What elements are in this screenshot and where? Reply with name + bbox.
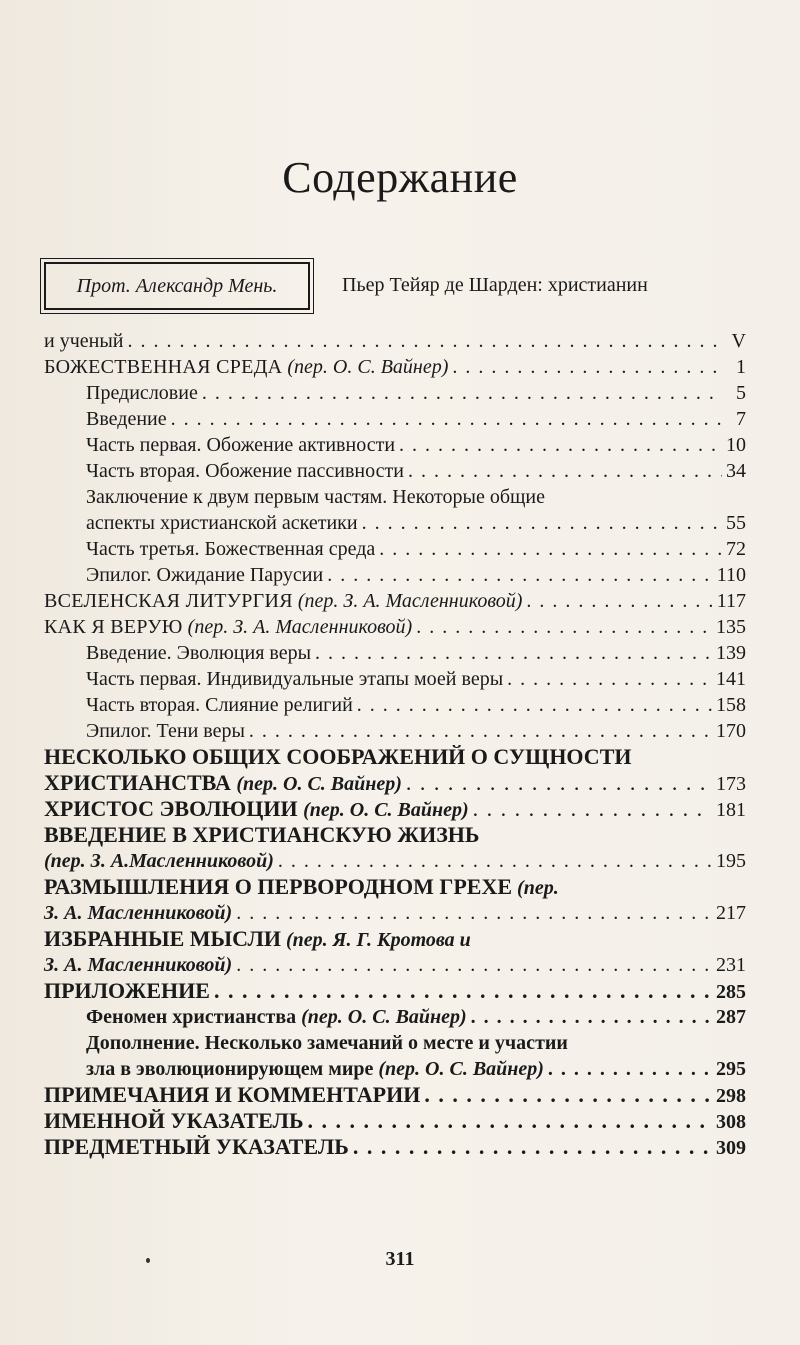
entry-translator: (пер. З. А.Масленниковой) xyxy=(44,850,274,872)
dot-leader xyxy=(315,640,712,666)
entry-translator: З. А. Масленниковой) xyxy=(44,902,233,924)
toc-entry xyxy=(44,328,746,354)
toc-entry xyxy=(44,562,746,588)
dot-leader xyxy=(353,1134,712,1160)
entry-title: ВСЕЛЕНСКАЯ ЛИТУРГИЯ xyxy=(44,590,293,612)
page-title: Содержание xyxy=(282,153,518,202)
entry-translator-line1: (пер. xyxy=(517,877,559,899)
entry-title: зла в эволюционирующем мире xyxy=(86,1058,374,1080)
intro-title-line1: Пьер Тейяр де Шарден: христианин xyxy=(342,274,648,296)
dot-leader xyxy=(416,614,712,640)
page-ref: 298 xyxy=(716,1085,746,1107)
toc-entry xyxy=(44,588,746,614)
toc-entry xyxy=(44,978,746,1004)
dot-leader xyxy=(171,406,722,432)
entry-title: Феномен христианства xyxy=(86,1006,297,1028)
table-of-contents xyxy=(44,328,746,1160)
entry-title: Часть вторая. Слияние религий xyxy=(86,694,353,716)
author-box xyxy=(44,262,310,310)
entry-translator: (пер. З. А. Масленниковой) xyxy=(297,590,523,612)
dot-leader xyxy=(424,1082,712,1108)
dot-leader xyxy=(357,692,712,718)
toc-entry xyxy=(44,1134,746,1160)
entry-title: ПРИЛОЖЕНИЕ xyxy=(44,978,210,1003)
toc-entry xyxy=(44,354,746,380)
author-name: Прот. Александр Мень. xyxy=(76,274,278,297)
entry-translator: (пер. О. С. Вайнер) xyxy=(378,1058,544,1080)
toc-entry xyxy=(44,822,746,874)
toc-entry xyxy=(44,1108,746,1134)
page-ref: 287 xyxy=(716,1006,746,1028)
dot-leader xyxy=(399,432,722,458)
dot-leader xyxy=(214,978,712,1004)
page-ref: 295 xyxy=(716,1058,746,1080)
page-ref: 10 xyxy=(726,434,746,456)
page-ref: 139 xyxy=(716,642,746,664)
dot-leader xyxy=(127,328,722,354)
page-ref: 231 xyxy=(716,954,746,976)
dot-leader xyxy=(249,718,712,744)
page-ref: 195 xyxy=(716,850,746,872)
toc-entry xyxy=(44,432,746,458)
entry-title: БОЖЕСТВЕННАЯ СРЕДА xyxy=(44,356,283,378)
entry-title: КАК Я ВЕРУЮ xyxy=(44,616,183,638)
page-number: 311 xyxy=(385,1248,415,1270)
toc-entry xyxy=(44,1004,746,1030)
page-ref: 170 xyxy=(716,720,746,742)
dot-leader xyxy=(406,770,712,796)
entry-title: аспекты христианской аскетики xyxy=(86,512,358,534)
toc-entry xyxy=(44,458,746,484)
entry-title: Часть третья. Божественная среда xyxy=(86,538,376,560)
toc-entry xyxy=(44,874,746,926)
entry-translator-line1: (пер. Я. Г. Кротова и xyxy=(286,929,471,951)
toc-entry xyxy=(44,744,746,796)
entry-title: ХРИСТИАНСТВА xyxy=(44,770,231,795)
toc-entry xyxy=(44,796,746,822)
page-ref: 285 xyxy=(716,981,746,1003)
page-ref: 309 xyxy=(716,1137,746,1159)
page-ref: 7 xyxy=(736,408,746,430)
page-ref: 1 xyxy=(736,356,746,378)
dot-leader xyxy=(202,380,722,406)
entry-title: ИЗБРАННЫЕ МЫСЛИ xyxy=(44,926,281,951)
toc-entry xyxy=(44,640,746,666)
entry-title-line1: Дополнение. Несколько замечаний о месте и участии xyxy=(86,1032,568,1054)
dot-leader xyxy=(327,562,713,588)
page-ref: 135 xyxy=(716,616,746,638)
entry-title: Предисловие xyxy=(86,382,198,404)
dot-leader xyxy=(507,666,712,692)
entry-title-line1: ВВЕДЕНИЕ В ХРИСТИАНСКУЮ ЖИЗНЬ xyxy=(44,822,480,847)
toc-entry xyxy=(44,1082,746,1108)
entry-title: ПРЕДМЕТНЫЙ УКАЗАТЕЛЬ xyxy=(44,1134,349,1159)
entry-title: Часть первая. Индивидуальные этапы моей веры xyxy=(86,668,504,690)
entry-title: Эпилог. Тени веры xyxy=(86,720,245,742)
page-ref: V xyxy=(731,330,746,352)
dot-leader xyxy=(236,900,712,926)
dot-leader xyxy=(452,354,722,380)
entry-translator: (пер. З. А. Масленниковой) xyxy=(187,616,413,638)
dot-leader xyxy=(473,796,712,822)
entry-title: Введение. Эволюция веры xyxy=(86,642,312,664)
toc-entry xyxy=(44,718,746,744)
entry-translator: З. А. Масленниковой) xyxy=(44,954,233,976)
page-ref: 308 xyxy=(716,1111,746,1133)
page-ref: 72 xyxy=(726,538,746,560)
entry-title: Эпилог. Ожидание Парусии xyxy=(86,564,324,586)
dot-leader xyxy=(236,952,712,978)
entry-translator: (пер. О. С. Вайнер) xyxy=(303,799,469,821)
entry-title: Часть первая. Обожение активности xyxy=(86,434,396,456)
page-ref: 217 xyxy=(716,902,746,924)
page-ref: 117 xyxy=(716,590,746,612)
entry-title: ИМЕННОЙ УКАЗАТЕЛЬ xyxy=(44,1108,304,1133)
dot-leader xyxy=(379,536,722,562)
entry-translator: (пер. О. С. Вайнер) xyxy=(287,356,449,378)
entry-title: Введение xyxy=(86,408,167,430)
dot-leader xyxy=(471,1004,712,1030)
dot-leader xyxy=(526,588,712,614)
entry-title: ПРИМЕЧАНИЯ И КОММЕНТАРИИ xyxy=(44,1082,421,1107)
page-ref: 173 xyxy=(716,773,746,795)
page-ref: 158 xyxy=(716,694,746,716)
toc-entry xyxy=(44,406,746,432)
toc-entry xyxy=(44,484,746,536)
entry-title: Часть вторая. Обожение пассивности xyxy=(86,460,404,482)
toc-entry xyxy=(44,692,746,718)
entry-title-line1: НЕСКОЛЬКО ОБЩИХ СООБРАЖЕНИЙ О СУЩНОСТИ xyxy=(44,744,632,769)
dot-leader xyxy=(408,458,722,484)
dot-leader xyxy=(548,1056,712,1082)
toc-entry xyxy=(44,536,746,562)
dot-leader xyxy=(362,510,722,536)
toc-entry xyxy=(44,666,746,692)
page-ref: 181 xyxy=(716,799,746,821)
page-ref: 55 xyxy=(726,512,746,534)
entry-title: и ученый xyxy=(44,330,124,352)
toc-entry xyxy=(44,380,746,406)
entry-title: РАЗМЫШЛЕНИЯ О ПЕРВОРОДНОМ ГРЕХЕ xyxy=(44,874,513,899)
entry-translator: (пер. О. С. Вайнер) xyxy=(301,1006,467,1028)
toc-entry xyxy=(44,1030,746,1082)
toc-entry xyxy=(44,926,746,978)
dot-leader xyxy=(278,848,712,874)
toc-entry xyxy=(44,614,746,640)
page-ref: 110 xyxy=(716,564,746,586)
entry-title-line1: Заключение к двум первым частям. Некоторые общие xyxy=(86,486,546,508)
page-ref: 5 xyxy=(736,382,746,404)
page-ref: 34 xyxy=(726,460,746,482)
dot-leader xyxy=(308,1108,713,1134)
entry-translator: (пер. О. С. Вайнер) xyxy=(236,773,402,795)
entry-title: ХРИСТОС ЭВОЛЮЦИИ xyxy=(44,796,298,821)
page-ref: 141 xyxy=(716,668,746,690)
